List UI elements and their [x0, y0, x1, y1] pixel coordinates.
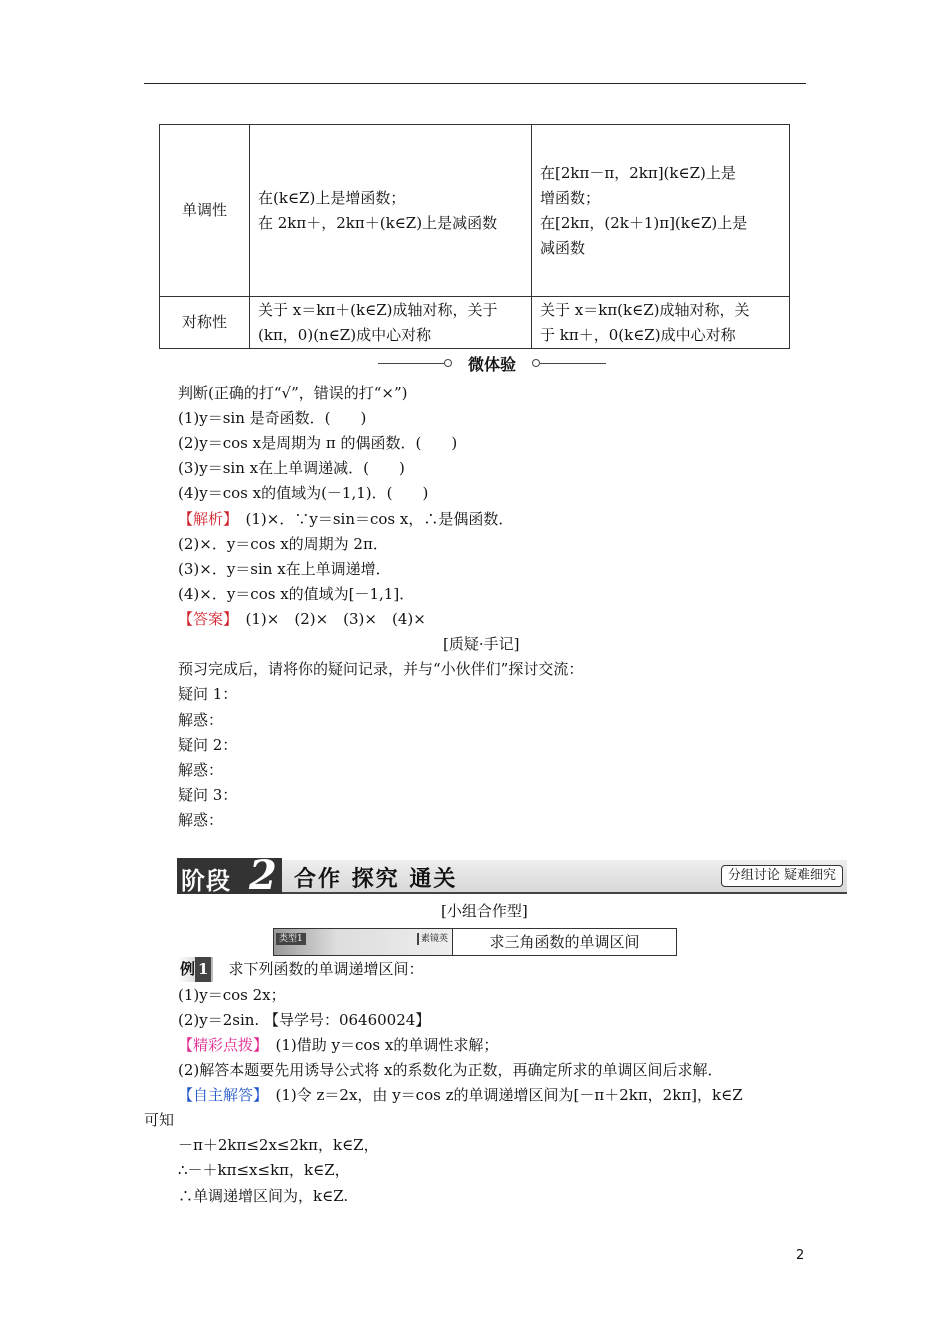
cell-line: 在(k∈Z)上是增函数；	[258, 188, 406, 207]
section-title-text: 微体验	[467, 355, 516, 374]
cell-line: 在[2kπ－π，2kπ](k∈Z)上是	[540, 163, 736, 182]
answer-text: (1)× (2)× (3)× (4)×	[245, 610, 426, 628]
judge-item: (2)y＝cos x是周期为 π 的偶函数．( )	[178, 434, 458, 452]
table-row	[160, 125, 790, 297]
resolve-label: 解惑：	[178, 761, 224, 779]
type-label-bar	[274, 929, 453, 955]
bullet-icon	[444, 359, 452, 367]
cell-line: 于 kπ＋，0(k∈Z)成中心对称	[540, 325, 736, 344]
type-box	[273, 928, 677, 956]
type-title: 求三角函数的单调区间	[489, 933, 640, 951]
page-number: 2	[796, 1248, 805, 1263]
properties-table	[159, 124, 790, 349]
header-rule	[144, 83, 806, 84]
type-tag-secondary: 素镜英	[417, 933, 448, 945]
row-label: 对称性	[160, 297, 250, 349]
type-tag: 类型1	[276, 933, 306, 945]
table-cell	[250, 297, 532, 349]
cell-line: (kπ，0)(n∈Z)成中心对称	[258, 325, 432, 344]
cell-line: 关于 x＝kπ(k∈Z)成轴对称，关	[540, 300, 750, 319]
analysis-text: (2)×．y＝cos x的周期为 2π．	[178, 535, 388, 553]
analysis-tag: 【解析】	[178, 510, 231, 528]
judge-intro: 判断(正确的打“√”，错误的打“×”)	[178, 384, 408, 402]
table-cell	[532, 125, 790, 297]
stage-banner	[177, 852, 847, 899]
answer-line	[178, 607, 426, 632]
solve-text: －π＋2kπ≤2x≤2kπ，k∈Z，	[178, 1136, 379, 1154]
example-item: (2)y＝2sin. 【导学号：06460024】	[178, 1011, 431, 1029]
example-line	[178, 957, 423, 982]
example-tag-text: 例	[180, 960, 196, 978]
notes-intro: 预习完成后，请将你的疑问记录，并与“小伙伴们”探讨交流：	[178, 660, 584, 678]
example-prompt: 求下列函数的单调递增区间：	[228, 960, 424, 978]
stage-tag: 分组讨论 疑难细究	[721, 865, 843, 887]
solve-line	[178, 1083, 743, 1108]
analysis-text: (4)×．y＝cos x的值域为[－1,1]．	[178, 585, 415, 603]
solve-text: ∴单调递增区间为，k∈Z.	[178, 1187, 349, 1205]
stage-label-box	[177, 852, 282, 899]
cell-line: 在 2kπ＋，2kπ＋(k∈Z)上是减函数	[258, 213, 498, 232]
resolve-label: 解惑：	[178, 811, 224, 829]
divider	[378, 363, 444, 364]
hint-text: (2)解答本题要先用诱导公式将 x的系数化为正数，再确定所求的单调区间后求解．	[178, 1061, 723, 1079]
resolve-label: 解惑：	[178, 711, 224, 729]
table-cell	[250, 125, 532, 297]
analysis-line	[178, 507, 513, 532]
judge-item: (4)y＝cos x的值域为(－1,1)．( )	[178, 484, 429, 502]
solve-text: ∴－＋kπ≤x≤kπ，k∈Z，	[178, 1161, 350, 1179]
solve-tag: 【自主解答】	[178, 1086, 261, 1104]
section-title	[378, 352, 606, 376]
example-number: 1	[195, 957, 211, 982]
table-cell	[532, 297, 790, 349]
question-label: 疑问 1：	[178, 685, 238, 703]
answer-tag: 【答案】	[178, 610, 231, 628]
example-tag	[178, 957, 213, 982]
bullet-icon	[532, 359, 540, 367]
cell-line: 增函数；	[540, 188, 601, 207]
solve-text: 可知	[144, 1111, 175, 1129]
notes-heading: [质疑·手记]	[443, 635, 520, 653]
hint-text: (1)借助 y＝cos x的单调性求解；	[260, 1036, 499, 1054]
cell-line: 在[2kπ，(2k＋1)π](k∈Z)上是	[540, 213, 748, 232]
cell-line: 关于 x＝kπ＋(k∈Z)成轴对称，关于	[258, 300, 498, 319]
cell-line: 减函数	[540, 238, 586, 257]
stage-number: 2	[249, 852, 277, 899]
stage-title: 合作 探究 通关	[294, 866, 458, 892]
group-heading: [小组合作型]	[441, 902, 528, 920]
divider	[540, 363, 606, 364]
solve-text: (1)令 z＝2x，由 y＝cos z的单调递增区间为[－π＋2kπ，2kπ]，k∈Z	[260, 1086, 743, 1104]
analysis-text: (3)×．y＝sin x在上单调递增．	[178, 560, 391, 578]
example-item: (1)y＝cos 2x；	[178, 986, 286, 1004]
question-label: 疑问 3：	[178, 786, 238, 804]
judge-item: (1)y＝sin 是奇函数．( )	[178, 409, 367, 427]
hint-line	[178, 1033, 498, 1058]
stage-title-bar	[282, 860, 847, 894]
judge-item: (3)y＝sin x在上单调递减．( )	[178, 459, 405, 477]
row-label: 单调性	[160, 125, 250, 297]
question-label: 疑问 2：	[178, 736, 238, 754]
analysis-text: (1)×．∵y＝sin＝cos x，∴是偶函数．	[245, 510, 514, 528]
table-row	[160, 297, 790, 349]
hint-tag: 【精彩点拨】	[178, 1036, 261, 1054]
stage-label: 阶段	[181, 866, 231, 895]
